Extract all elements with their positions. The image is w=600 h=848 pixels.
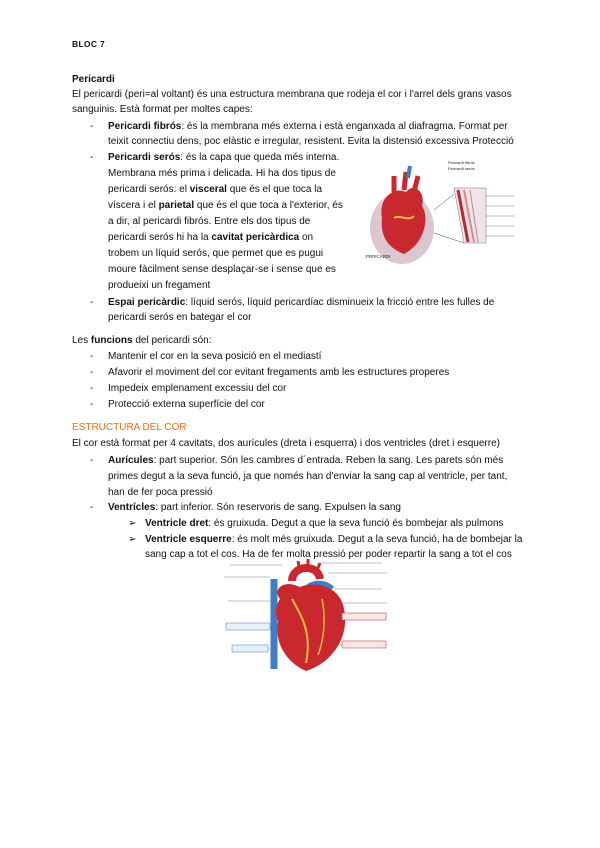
- bullet-pericardi-seros: [108, 150, 339, 165]
- paragraph-line: produeixi un fregament: [108, 280, 211, 291]
- paragraph-line: El pericardi (peri=al voltant) és una estructura membrana que rodeja el cor i l'arrel dels grans vasos: [72, 89, 512, 100]
- paragraph-line: pericardi serós en bategar el cor: [108, 312, 252, 323]
- paragraph-line: El cor està format per 4 cavitats, dos aurícules (dreta i esquerra) i dos ventricles (dret i esquerre): [72, 438, 500, 449]
- paragraph-line: [108, 198, 343, 213]
- bullet-ventricle-esquerre: [145, 532, 522, 547]
- bullet-dash: -: [90, 351, 94, 362]
- page-header: BLOC 7: [72, 39, 105, 49]
- label-box: [342, 613, 386, 620]
- paragraph-line: [108, 182, 322, 197]
- text: : part superior. Són les cambres d´entrada. Reben la sang. Les parets són més: [153, 455, 504, 466]
- text: que és el que toca la: [226, 184, 323, 195]
- text: víscera i el: [108, 200, 159, 211]
- list-item: Mantenir el cor en la seva posició en el mediastí: [108, 351, 322, 362]
- text: pericardi serós: el: [108, 184, 190, 195]
- label-box: [226, 623, 270, 630]
- paragraph-line: trobem un líquid serós, que permet que es pugui: [108, 248, 324, 259]
- bullet-dash: -: [90, 383, 94, 394]
- label-box: [232, 645, 268, 652]
- text: : és molt més gruixuda. Degut a la seva funció, ha de bombejar la: [231, 534, 523, 545]
- bullet-dash: -: [90, 455, 94, 466]
- term: Aurícules: [108, 455, 154, 466]
- text: Les: [72, 335, 91, 346]
- great-vessels: [394, 172, 418, 192]
- text: que és el que toca a l'exterior, és: [194, 200, 343, 211]
- list-item: Protecció externa superfície del cor: [108, 399, 265, 410]
- paragraph-line: a dir, al pericardi fibrós. Entre els dos tipus de: [108, 216, 311, 227]
- heart-body: [276, 584, 345, 671]
- leader-lines: [486, 196, 514, 236]
- heart-anatomy-illustration: [222, 559, 392, 674]
- text: : és gruixuda. Degut a que la seva funció és bombejar als pulmons: [208, 518, 504, 529]
- figure-label: Pericardi serós: [448, 166, 475, 171]
- section-heading-pericardi: Pericardi: [72, 74, 115, 85]
- paragraph-line: primes degut a la seva funció, ja que només han d'enviar la sang cap al ventricle, per tant,: [108, 471, 508, 482]
- vein: [408, 166, 410, 178]
- paragraph-line: sang cap a tot el cos. Ha de fer molta pressió per poder repartir la sang a tot el cos: [145, 549, 512, 560]
- paragraph-line: han de fer poca pressió: [108, 487, 213, 498]
- figure-label: Pericardi fibrós: [448, 160, 475, 165]
- bullet-dash: -: [90, 152, 94, 163]
- text: on: [299, 232, 314, 243]
- text: pericardi serós hi ha la: [108, 232, 212, 243]
- text: : líquid serós, líquid pericardíac disminueix la fricció entre les fulles de: [185, 297, 495, 308]
- layer-detail: [434, 188, 486, 243]
- bullet-dash: -: [90, 121, 94, 132]
- arrow-bullet: ➢: [128, 518, 137, 529]
- bullet-dash: -: [90, 367, 94, 378]
- paragraph-line: teixit connectiu dens, poc elàstic e irregular, resistent. Evita la distensió excessiva Protecció: [108, 136, 514, 147]
- label-box: [342, 641, 386, 648]
- term: Espai pericàrdic: [108, 297, 186, 308]
- text: del pericardi són:: [132, 335, 212, 346]
- bullet-ventricle-dret: [145, 516, 504, 531]
- bullet-dash: -: [90, 399, 94, 410]
- list-item: Afavorir el moviment del cor evitant fregaments amb les estructures properes: [108, 367, 450, 378]
- term: funcions: [90, 335, 133, 346]
- pericardium-illustration: [364, 158, 539, 266]
- paragraph-line: sanguinis. Està format per moltes capes:: [72, 104, 253, 115]
- term: parietal: [158, 200, 195, 211]
- term: Ventrícles: [108, 502, 156, 513]
- text: : part inferior. Són reservoris de sang. Expulsen la sang: [155, 502, 401, 513]
- bullet-espai-pericardic: [108, 295, 494, 310]
- paragraph-line: [72, 333, 212, 348]
- figure-label: PERICARDI: [366, 254, 391, 259]
- section-heading-estructura: ESTRUCTURA DEL COR: [72, 422, 187, 433]
- paragraph-line: [108, 230, 313, 245]
- bullet-auricules: [108, 453, 503, 468]
- term: Pericardi serós: [108, 152, 181, 163]
- term: Ventricle dret: [145, 518, 209, 529]
- bullet-ventricles: [108, 500, 401, 515]
- paragraph-line: Membrana més prima i delicada. Hi ha dos tipus de: [108, 168, 336, 179]
- bullet-pericardi-fibros: [108, 119, 508, 134]
- bullet-dash: -: [90, 297, 94, 308]
- list-item: Impedeix emplenament excessiu del cor: [108, 383, 287, 394]
- term: Ventricle esquerre: [145, 534, 232, 545]
- arrow-bullet: ➢: [128, 534, 137, 545]
- text: : és la membrana més externa i està enganxada al diafragma. Format per: [181, 121, 508, 132]
- term: cavitat pericàrdica: [211, 232, 300, 243]
- paragraph-line: moure fàcilment sense desplaçar-se i sense que es: [108, 264, 336, 275]
- bullet-dash: -: [90, 502, 94, 513]
- term: Pericardi fibrós: [108, 121, 182, 132]
- term: visceral: [189, 184, 227, 195]
- text: : és la capa que queda més interna.: [180, 152, 340, 163]
